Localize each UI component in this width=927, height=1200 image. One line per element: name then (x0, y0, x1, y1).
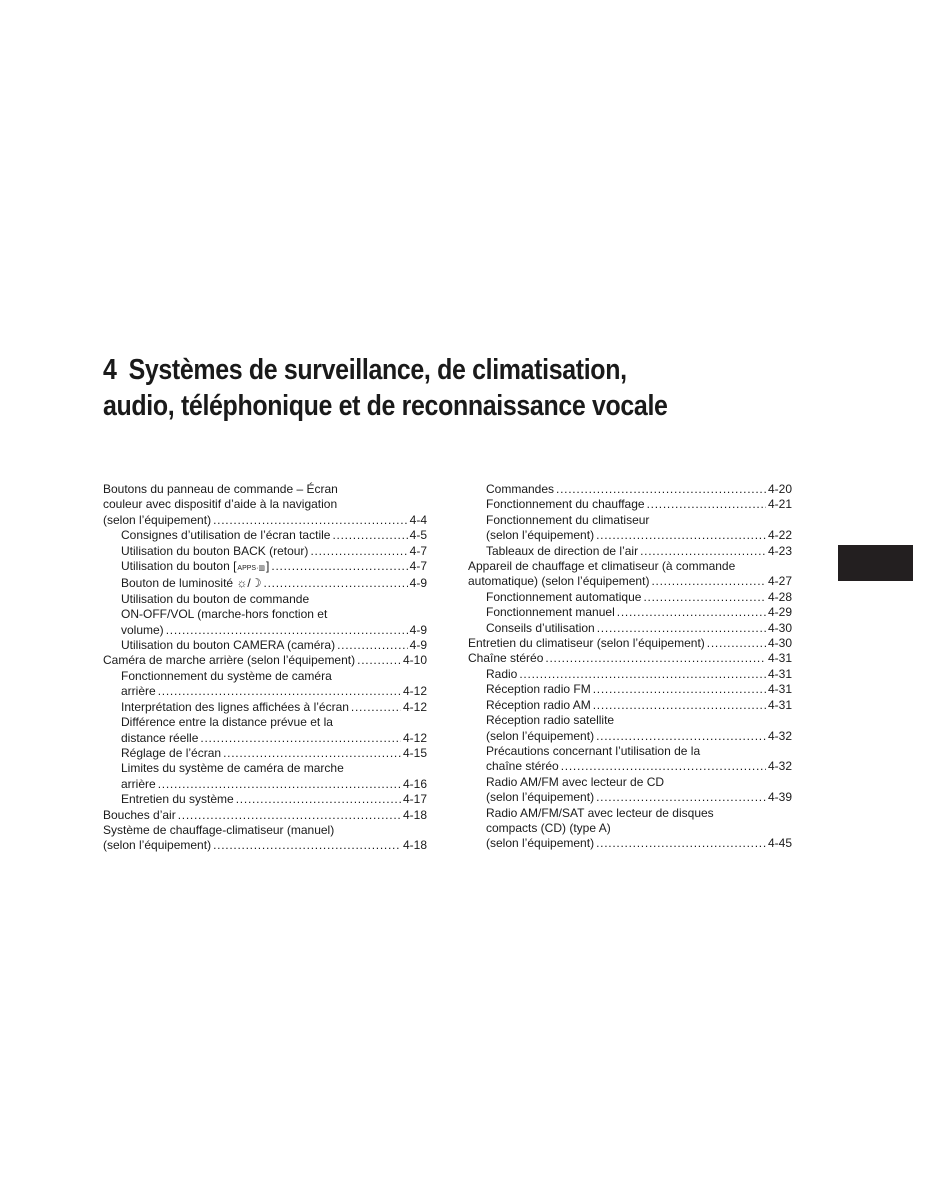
toc-entry[interactable] (103, 761, 427, 792)
toc-dot-leader (357, 653, 401, 668)
toc-dot-leader (561, 759, 766, 774)
toc-entry-title: Réception radio AM (486, 697, 591, 712)
toc-entry-title: Bouches d’air (103, 807, 176, 822)
toc-entry[interactable] (103, 669, 427, 700)
toc-entry-title: Fonctionnement automatique (486, 589, 642, 604)
toc-dot-leader (166, 623, 408, 638)
chapter-title-line1: Systèmes de surveillance, de climatisation, (128, 354, 627, 386)
toc-entry-line: Utilisation du bouton de commande (121, 591, 310, 606)
toc-page-number: 4-29 (767, 605, 792, 620)
toc-entry[interactable] (103, 792, 427, 807)
toc-entry[interactable] (103, 808, 427, 823)
toc-dot-leader (545, 651, 766, 666)
toc-entry[interactable] (103, 823, 427, 854)
toc-entry-title: (selon l’équipement) (103, 512, 212, 527)
toc-dot-leader (178, 808, 401, 823)
toc-dot-leader (332, 528, 407, 543)
toc-entry-line: couleur avec dispositif d’aide à la navigation (103, 497, 338, 512)
chapter-title (103, 352, 774, 424)
toc-entry-title: arrière (121, 776, 156, 791)
toc-entry-line: Réception radio satellite (486, 713, 615, 728)
toc-entry-title: Réception radio FM (486, 682, 591, 697)
toc-entry[interactable] (103, 746, 427, 761)
toc-dot-leader (647, 497, 766, 512)
toc-entry-line: Fonctionnement du climatiseur (486, 512, 650, 527)
toc-entry-title: Conseils d’utilisation (486, 620, 595, 635)
toc-dot-leader (593, 698, 766, 713)
toc-dot-leader (223, 746, 401, 761)
toc-entry[interactable] (103, 482, 427, 528)
toc-dot-leader (707, 636, 766, 651)
toc-page-number: 4-18 (402, 838, 427, 853)
toc-entry-title: automatique) (selon l’équipement) (468, 574, 650, 589)
toc-entry[interactable] (468, 590, 792, 605)
toc-dot-leader (200, 731, 401, 746)
toc-entry[interactable] (468, 651, 792, 666)
toc-dot-leader (213, 513, 408, 528)
toc-page-number: 4-31 (767, 682, 792, 697)
toc-entry-title: (selon l’équipement) (486, 836, 595, 851)
toc-entry[interactable] (468, 482, 792, 497)
toc-entry[interactable] (468, 667, 792, 682)
toc-page-number: 4-15 (402, 745, 427, 760)
toc-entry-title: Utilisation du bouton CAMERA (caméra) (121, 638, 336, 653)
toc-entry[interactable] (103, 638, 427, 653)
toc-dot-leader (310, 544, 407, 559)
toc-entry-title: Interprétation des lignes affichées à l’écran (121, 699, 349, 714)
toc-page-number: 4-12 (402, 699, 427, 714)
toc-page-number: 4-31 (767, 651, 792, 666)
toc-page-number: 4-20 (767, 482, 792, 496)
toc-entry-title: Réglage de l’écran (121, 745, 222, 760)
toc-page-number: 4-9 (409, 622, 427, 637)
toc-page-number: 4-31 (767, 697, 792, 712)
toc-entry[interactable] (103, 559, 427, 576)
toc-entry-line: Radio AM/FM/SAT avec lecteur de disques (486, 805, 714, 820)
toc-dot-leader (158, 684, 401, 699)
toc-entry[interactable] (103, 653, 427, 668)
toc-entry-title: Caméra de marche arrière (selon l’équipement) (103, 653, 356, 668)
toc-entry[interactable] (103, 576, 427, 591)
toc-entry-line: Précautions concernant l’utilisation de la (486, 743, 701, 758)
toc-entry-line: Appareil de chauffage et climatiseur (à commande (468, 559, 736, 574)
toc-entry-title: (selon l’équipement) (103, 838, 212, 853)
toc-entry[interactable] (468, 775, 792, 806)
toc-entry-title: Tableaux de direction de l’air (486, 543, 639, 558)
toc-dot-leader (597, 621, 766, 636)
toc-entry-title: Entretien du système (121, 792, 234, 807)
toc-entry-title: arrière (121, 684, 156, 699)
toc-dot-leader (643, 590, 766, 605)
toc-dot-leader (651, 574, 766, 589)
toc-entry-title: chaîne stéréo (486, 759, 559, 774)
toc-page-number: 4-45 (767, 836, 792, 851)
toc-page-number: 4-12 (402, 684, 427, 699)
toc-dot-leader (351, 700, 401, 715)
toc-entry[interactable] (468, 544, 792, 559)
toc-page-number: 4-23 (767, 543, 792, 558)
toc-right-column (468, 482, 792, 852)
toc-entry-title: Fonctionnement du chauffage (486, 497, 645, 512)
toc-entry[interactable] (103, 700, 427, 715)
toc-page-number: 4-10 (402, 653, 427, 668)
toc-entry-title: Fonctionnement manuel (486, 605, 615, 620)
toc-entry[interactable] (103, 592, 427, 638)
toc-entry[interactable] (468, 559, 792, 590)
toc-page-number: 4-32 (767, 759, 792, 774)
toc-entry-title: Utilisation du bouton BACK (retour) (121, 543, 309, 558)
toc-entry-title: Entretien du climatiseur (selon l’équipement) (468, 636, 705, 651)
toc-entry[interactable] (468, 497, 792, 512)
toc-page-number: 4-7 (409, 559, 427, 574)
toc-entry-line: ON-OFF/VOL (marche-hors fonction et (121, 607, 328, 622)
toc-page-number: 4-27 (767, 574, 792, 589)
toc-entry[interactable] (468, 698, 792, 713)
toc-entry-title: distance réelle (121, 730, 199, 745)
toc-dot-leader (519, 667, 766, 682)
toc-entry-line: Fonctionnement du système de caméra (121, 668, 332, 683)
toc-entry[interactable] (468, 806, 792, 852)
toc-dot-leader (593, 682, 766, 697)
toc-entry-line: Limites du système de caméra de marche (121, 761, 344, 776)
chapter-tab-marker (838, 545, 913, 581)
toc-page-number: 4-28 (767, 589, 792, 604)
toc-left-column (103, 482, 427, 854)
toc-dot-leader (337, 638, 408, 653)
toc-entry-line: Radio AM/FM avec lecteur de CD (486, 774, 665, 789)
toc-page-number: 4-22 (767, 528, 792, 543)
toc-dot-leader (236, 792, 401, 807)
toc-page-number: 4-30 (767, 620, 792, 635)
toc-entry-title: (selon l’équipement) (486, 790, 595, 805)
toc-entry-title: Radio (486, 666, 518, 681)
toc-entry-line: Boutons du panneau de commande – Écran (103, 482, 338, 496)
toc-entry-title: (selon l’équipement) (486, 528, 595, 543)
toc-entry[interactable] (468, 513, 792, 544)
toc-entry[interactable] (468, 682, 792, 697)
chapter-number: 4 (103, 354, 117, 386)
toc-page-number: 4-32 (767, 728, 792, 743)
toc-entry[interactable] (103, 715, 427, 746)
toc-dot-leader (556, 482, 766, 497)
toc-entry-title: Utilisation du bouton [ (121, 559, 237, 574)
toc-dot-leader (596, 790, 766, 805)
toc-page-number: 4-16 (402, 776, 427, 791)
toc-page-number: 4-9 (409, 576, 427, 591)
toc-page-number: 4-39 (767, 790, 792, 805)
toc-entry-title: Consignes d’utilisation de l’écran tactile (121, 528, 331, 543)
toc-entry-title: Bouton de luminosité ☼/☽ (121, 576, 262, 591)
toc-entry[interactable] (103, 528, 427, 543)
toc-entry[interactable] (468, 713, 792, 744)
toc-entry[interactable] (103, 544, 427, 559)
toc-page-number: 4-31 (767, 666, 792, 681)
toc-entry[interactable] (468, 621, 792, 636)
apps-button-icon: APPS·▥ (237, 565, 266, 573)
toc-dot-leader (640, 544, 766, 559)
toc-page-number: 4-5 (409, 528, 427, 543)
toc-page-number: 4-12 (402, 730, 427, 745)
toc-entry[interactable] (468, 636, 792, 651)
toc-dot-leader (617, 605, 766, 620)
toc-dot-leader (596, 729, 766, 744)
toc-entry-title-suffix: ] (266, 559, 270, 574)
toc-entry[interactable] (468, 744, 792, 775)
toc-page-number: 4-7 (409, 543, 427, 558)
toc-entry-line: Système de chauffage-climatiseur (manuel) (103, 822, 335, 837)
toc-dot-leader (596, 528, 766, 543)
toc-dot-leader (213, 838, 401, 853)
chapter-title-line2: audio, téléphonique et de reconnaissance vocale (103, 390, 668, 422)
toc-page-number: 4-18 (402, 807, 427, 822)
toc-page-number: 4-4 (409, 512, 427, 527)
toc-entry-title: Commandes (486, 482, 555, 496)
toc-entry-title: Chaîne stéréo (468, 651, 544, 666)
toc-entry-title: (selon l’équipement) (486, 728, 595, 743)
toc-dot-leader (264, 576, 408, 591)
toc-entry-title: volume) (121, 622, 164, 637)
toc-page-number: 4-9 (409, 638, 427, 653)
toc-dot-leader (271, 559, 407, 574)
toc-dot-leader (158, 777, 401, 792)
toc-page-number: 4-21 (767, 497, 792, 512)
toc-page-number: 4-17 (402, 792, 427, 807)
toc-dot-leader (596, 836, 766, 851)
toc-entry[interactable] (468, 605, 792, 620)
toc-page-number: 4-30 (767, 636, 792, 651)
toc-entry-line: compacts (CD) (type A) (486, 820, 611, 835)
toc-entry-line: Différence entre la distance prévue et la (121, 715, 333, 730)
